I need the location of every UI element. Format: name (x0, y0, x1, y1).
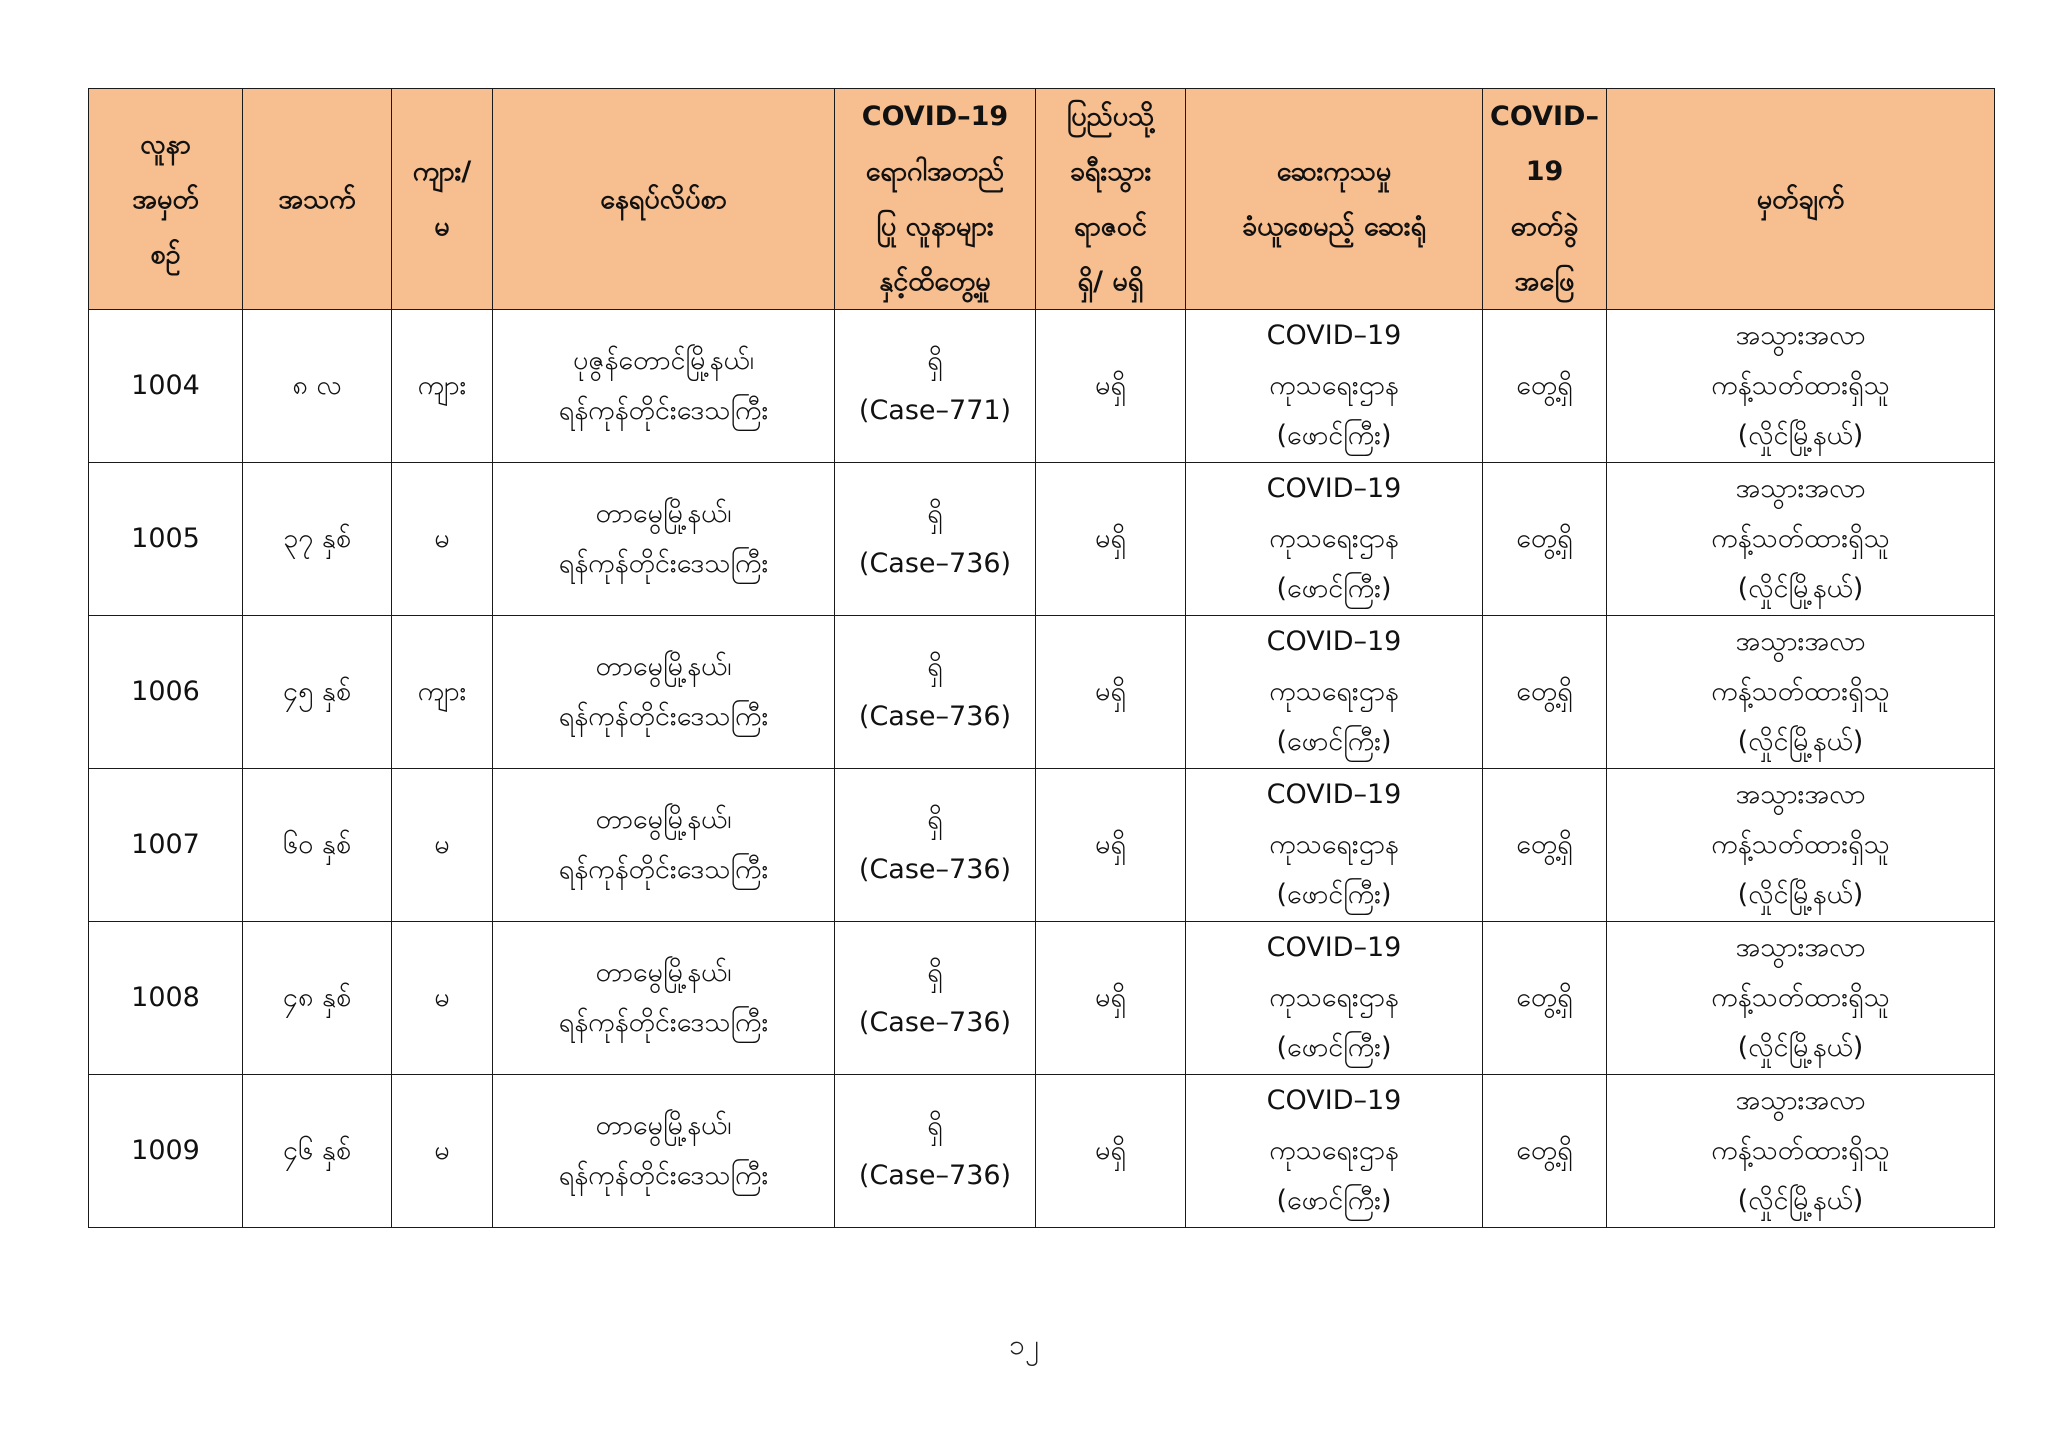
cell-hospital-line: COVID–19 (1266, 320, 1402, 351)
cell-travel-history: မရှိ (1036, 922, 1186, 1075)
cell-address-line: တာမွေမြို့နယ်၊ (595, 651, 732, 682)
header-case-number (89, 89, 243, 310)
cell-hospital-line: COVID–19 (1266, 779, 1402, 810)
cell-remark-line: (လှိုင်မြို့နယ်) (1737, 726, 1864, 757)
cell-hospital-line: (ဖောင်ကြီး) (1276, 1185, 1392, 1216)
header-line: ဆေးကုသမှု (1276, 156, 1392, 187)
cell-address-line: တာမွေမြို့နယ်၊ (595, 1110, 732, 1141)
cell-travel-history: မရှိ (1036, 310, 1186, 463)
header-remark (1607, 89, 1995, 310)
cell-hospital-line: (ဖောင်ကြီး) (1276, 420, 1392, 451)
cell-case-number: 1007 (89, 769, 243, 922)
cell-address (493, 1075, 835, 1228)
cell-lab-result: တွေ့ရှိ (1483, 463, 1607, 616)
cell-lab-result: တွေ့ရှိ (1483, 310, 1607, 463)
cell-hospital (1186, 769, 1483, 922)
cell-age: ၄၈ နှစ် (243, 922, 392, 1075)
header-line: အမှတ် (132, 183, 199, 215)
cell-travel-history: မရှိ (1036, 463, 1186, 616)
cell-age: ၄၆ နှစ် (243, 1075, 392, 1228)
cell-age: ၆၀ နှစ် (243, 769, 392, 922)
header-line: COVID– (1490, 101, 1599, 132)
cell-address (493, 463, 835, 616)
header-line: အသက် (278, 183, 356, 215)
cell-contact-line: (Case–736) (858, 548, 1012, 579)
header-line: ဓာတ်ခွဲ (1510, 211, 1579, 242)
cell-travel-history: မရှိ (1036, 769, 1186, 922)
cell-address-line: တာမွေမြို့နယ်၊ (595, 957, 732, 988)
cell-remark-line: (လှိုင်မြို့နယ်) (1737, 1032, 1864, 1063)
cell-sex: ကျား (392, 616, 493, 769)
header-line: နေရပ်လိပ်စာ (600, 183, 727, 215)
cell-hospital (1186, 310, 1483, 463)
cell-remark (1607, 1075, 1995, 1228)
cell-hospital-line: (ဖောင်ကြီး) (1276, 879, 1392, 910)
cell-hospital-line: (ဖောင်ကြီး) (1276, 726, 1392, 757)
cell-contact (835, 922, 1036, 1075)
cell-hospital-line: (ဖောင်ကြီး) (1276, 1032, 1392, 1063)
cell-remark (1607, 310, 1995, 463)
header-line: 19 (1525, 156, 1564, 187)
table-row (89, 463, 1995, 616)
cell-hospital-line: ကုသရေးဌာန (1269, 1135, 1399, 1166)
cell-remark-line: အသွားအလာ (1735, 473, 1866, 504)
header-address (493, 89, 835, 310)
cell-hospital-line: COVID–19 (1266, 1085, 1402, 1116)
cell-case-number: 1006 (89, 616, 243, 769)
header-line: လူနာ (140, 128, 191, 160)
cell-address-line: ရန်ကုန်တိုင်းဒေသကြီး (558, 395, 769, 426)
cell-sex: မ (392, 922, 493, 1075)
cell-address (493, 310, 835, 463)
cell-contact-line: ရှိ (927, 345, 943, 376)
cell-hospital-line: ကုသရေးဌာန (1269, 370, 1399, 401)
cell-address (493, 769, 835, 922)
cell-case-number: 1004 (89, 310, 243, 463)
table-row (89, 310, 1995, 463)
cell-remark-line: အသွားအလာ (1735, 1085, 1866, 1116)
header-line: ပြည်ပသို့ (1066, 101, 1155, 132)
cell-travel-history: မရှိ (1036, 1075, 1186, 1228)
cell-address-line: ရန်ကုန်တိုင်းဒေသကြီး (558, 701, 769, 732)
cell-contact (835, 463, 1036, 616)
header-line: စဉ် (150, 238, 181, 270)
cell-contact-line: (Case–736) (858, 1007, 1012, 1038)
cell-remark (1607, 463, 1995, 616)
header-line: ရာဇဝင် (1074, 211, 1147, 242)
cell-contact (835, 616, 1036, 769)
header-travel-history (1036, 89, 1186, 310)
cell-address-line: ရန်ကုန်တိုင်းဒေသကြီး (558, 854, 769, 885)
cell-remark-line: (လှိုင်မြို့နယ်) (1737, 879, 1864, 910)
cell-case-number: 1005 (89, 463, 243, 616)
cell-address-line: ပုဇွန်တောင်မြို့နယ်၊ (572, 345, 755, 376)
cell-remark-line: အသွားအလာ (1735, 320, 1866, 351)
cell-case-number: 1009 (89, 1075, 243, 1228)
cell-address (493, 922, 835, 1075)
cell-sex: မ (392, 463, 493, 616)
header-sex (392, 89, 493, 310)
cell-hospital-line: ကုသရေးဌာန (1269, 523, 1399, 554)
cell-contact (835, 769, 1036, 922)
cell-remark-line: (လှိုင်မြို့နယ်) (1737, 1185, 1864, 1216)
cell-hospital-line: COVID–19 (1266, 932, 1402, 963)
cell-lab-result: တွေ့ရှိ (1483, 1075, 1607, 1228)
cell-remark-line: ကန့်သတ်ထားရှိသူ (1711, 829, 1890, 860)
header-line: မ (434, 211, 450, 242)
header-line: မှတ်ချက် (1756, 183, 1845, 215)
cell-contact (835, 310, 1036, 463)
cell-hospital (1186, 463, 1483, 616)
table-body (89, 310, 1995, 1228)
cell-address (493, 616, 835, 769)
covid-case-table (88, 88, 1995, 1228)
cell-contact-line: ရှိ (927, 498, 943, 529)
header-line: ခရီးသွား (1069, 156, 1152, 187)
table-row (89, 1075, 1995, 1228)
cell-remark-line: ကန့်သတ်ထားရှိသူ (1711, 523, 1890, 554)
table-row (89, 922, 1995, 1075)
cell-contact-line: ရှိ (927, 957, 943, 988)
table-header (89, 89, 1995, 310)
cell-remark (1607, 616, 1995, 769)
cell-hospital (1186, 1075, 1483, 1228)
cell-remark-line: (လှိုင်မြို့နယ်) (1737, 420, 1864, 451)
table-row (89, 769, 1995, 922)
header-contact-with-confirmed (835, 89, 1036, 310)
header-line: နှင့်ထိတွေ့မှု (879, 266, 991, 297)
cell-address-line: ရန်ကုန်တိုင်းဒေသကြီး (558, 1007, 769, 1038)
cell-remark (1607, 769, 1995, 922)
table-row (89, 616, 1995, 769)
cell-hospital (1186, 616, 1483, 769)
header-lab-result (1483, 89, 1607, 310)
cell-hospital (1186, 922, 1483, 1075)
cell-contact-line: ရှိ (927, 651, 943, 682)
header-line: COVID–19 (861, 101, 1009, 132)
cell-contact-line: (Case–736) (858, 1160, 1012, 1191)
cell-contact (835, 1075, 1036, 1228)
cell-hospital-line: ကုသရေးဌာန (1269, 829, 1399, 860)
header-line: အဖြေ (1514, 266, 1575, 297)
cell-address-line: တာမွေမြို့နယ်၊ (595, 804, 732, 835)
cell-address-line: ရန်ကုန်တိုင်းဒေသကြီး (558, 1160, 769, 1191)
cell-address-line: ရန်ကုန်တိုင်းဒေသကြီး (558, 548, 769, 579)
header-line: ခံယူစေမည့် ဆေးရုံ (1241, 211, 1427, 242)
cell-contact-line: (Case–771) (858, 395, 1012, 426)
cell-sex: ကျား (392, 310, 493, 463)
cell-hospital-line: COVID–19 (1266, 473, 1402, 504)
header-line: ပြု လူနာများ (876, 211, 994, 242)
cell-remark-line: အသွားအလာ (1735, 932, 1866, 963)
cell-remark-line: အသွားအလာ (1735, 779, 1866, 810)
cell-lab-result: တွေ့ရှိ (1483, 769, 1607, 922)
cell-sex: မ (392, 1075, 493, 1228)
header-row (89, 89, 1995, 310)
cell-hospital-line: ကုသရေးဌာန (1269, 982, 1399, 1013)
cell-contact-line: (Case–736) (858, 854, 1012, 885)
header-line: ရောဂါအတည် (865, 156, 1005, 187)
cell-hospital-line: ကုသရေးဌာန (1269, 676, 1399, 707)
cell-address-line: တာမွေမြို့နယ်၊ (595, 498, 732, 529)
cell-remark-line: ကန့်သတ်ထားရှိသူ (1711, 1135, 1890, 1166)
cell-sex: မ (392, 769, 493, 922)
cell-contact-line: (Case–736) (858, 701, 1012, 732)
cell-age: ၄၅ နှစ် (243, 616, 392, 769)
cell-remark-line: ကန့်သတ်ထားရှိသူ (1711, 676, 1890, 707)
cell-lab-result: တွေ့ရှိ (1483, 616, 1607, 769)
cell-remark-line: ကန့်သတ်ထားရှိသူ (1711, 982, 1890, 1013)
cell-remark (1607, 922, 1995, 1075)
page-number: ၁၂ (1009, 1328, 1039, 1361)
cell-remark-line: (လှိုင်မြို့နယ်) (1737, 573, 1864, 604)
header-line: ကျား/ (412, 156, 472, 187)
cell-hospital-line: (ဖောင်ကြီး) (1276, 573, 1392, 604)
cell-contact-line: ရှိ (927, 1110, 943, 1141)
cell-remark-line: ကန့်သတ်ထားရှိသူ (1711, 370, 1890, 401)
cell-age: ၈ လ (243, 310, 392, 463)
header-treating-hospital (1186, 89, 1483, 310)
cell-case-number: 1008 (89, 922, 243, 1075)
cell-contact-line: ရှိ (927, 804, 943, 835)
header-line: ရှိ/ မရှိ (1077, 266, 1144, 297)
cell-remark-line: အသွားအလာ (1735, 626, 1866, 657)
cell-age: ၃၇ နှစ် (243, 463, 392, 616)
cell-hospital-line: COVID–19 (1266, 626, 1402, 657)
cell-lab-result: တွေ့ရှိ (1483, 922, 1607, 1075)
header-age (243, 89, 392, 310)
cell-travel-history: မရှိ (1036, 616, 1186, 769)
